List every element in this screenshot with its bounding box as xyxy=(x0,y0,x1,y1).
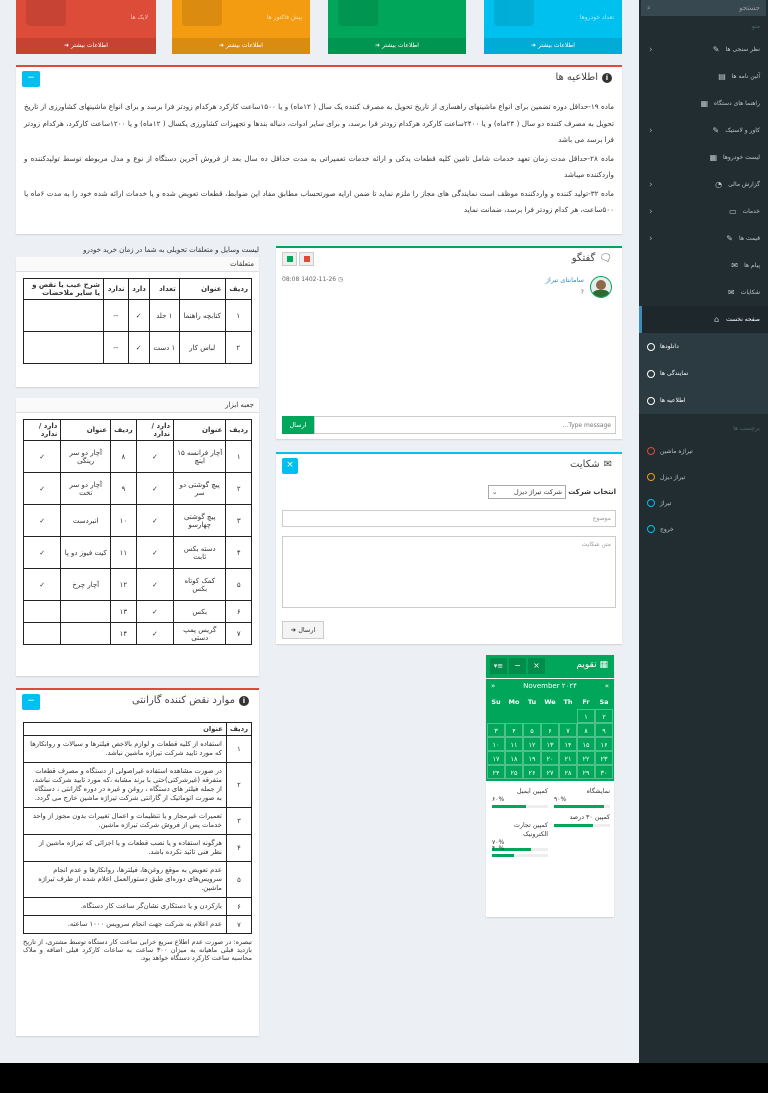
table-cell: ۱۰ xyxy=(111,505,137,537)
sidebar-label-text: تیراژ xyxy=(660,499,672,507)
calendar-grid xyxy=(486,693,614,781)
sidebar-label-text: تیراژ دیزل xyxy=(660,473,686,481)
chevron-left-icon: ‹ xyxy=(649,125,653,136)
sidebar-item-3[interactable] xyxy=(639,117,768,144)
collapse-button[interactable]: − xyxy=(22,694,40,710)
table-cell: ۱۴ xyxy=(111,623,137,645)
table-cell: ✓ xyxy=(136,601,173,623)
circle-icon xyxy=(647,397,655,405)
weekday-label: Th xyxy=(563,698,573,706)
calendar-day[interactable]: ۱۰ xyxy=(487,737,505,751)
sidebar-item-7[interactable] xyxy=(639,225,768,252)
sidebar xyxy=(639,0,768,1063)
envelope-icon: ✉ xyxy=(603,459,612,470)
table-cell: انبردست xyxy=(61,505,111,537)
chat-user-name[interactable]: سامانتای تیراژ xyxy=(545,276,584,284)
stat-box-invoices xyxy=(172,0,310,54)
table-cell: ۱ xyxy=(226,441,252,473)
truck-icon xyxy=(494,0,534,26)
calendar-weekdays xyxy=(487,695,613,709)
table-cell: ✓ xyxy=(136,569,173,601)
calendar-day[interactable]: ۷ xyxy=(559,723,577,737)
progress-label: کمپین ایمیل xyxy=(516,788,548,795)
calendar-week xyxy=(487,737,613,751)
table-cell: ۷ xyxy=(226,623,252,645)
stat-box-label: لایک ها xyxy=(130,14,148,21)
table-cell xyxy=(24,623,61,645)
table-cell: ✓ xyxy=(136,537,173,569)
calendar-day[interactable]: ۸ xyxy=(577,723,595,737)
calendar-day[interactable]: ۴ xyxy=(505,723,523,737)
info-icon: i xyxy=(239,696,249,706)
sidebar-item-label: خدمات xyxy=(742,208,760,215)
calendar-month: November ۲۰۲۴ xyxy=(523,682,577,690)
chat-box xyxy=(276,246,622,439)
table-icon: ▦ xyxy=(700,99,709,108)
calendar-header xyxy=(486,655,614,678)
menu-icon[interactable]: ≡▾ xyxy=(490,658,507,674)
sidebar-item-8[interactable] xyxy=(639,252,768,279)
sidebar-subitem-label: دانلودها xyxy=(660,343,679,350)
clock-icon: ◷ xyxy=(338,276,344,283)
progress-value: ۹۰% xyxy=(554,796,567,803)
calendar-progress xyxy=(486,781,614,881)
table-cell: آچار فرانسه ۱۵ اینچ xyxy=(174,441,226,473)
sidebar-item-10[interactable] xyxy=(639,306,768,333)
minus-icon[interactable]: − xyxy=(509,658,526,674)
table-row xyxy=(24,916,252,934)
sidebar-subitem-label: اطلاعیه ها xyxy=(660,397,686,404)
cart-icon xyxy=(182,0,222,26)
circle-icon xyxy=(647,370,655,378)
sidebar-item-label: صفحه نخست xyxy=(726,316,760,323)
envelope-icon: ✉ xyxy=(731,261,738,270)
chat-time: ◷ 1402-11-26 08:08 xyxy=(282,276,344,283)
table-cell: ✓ xyxy=(136,473,173,505)
progress-bar xyxy=(554,805,610,808)
chevron-left-icon: ‹ xyxy=(649,179,653,190)
table-cell: ۸ xyxy=(111,441,137,473)
sidebar-item-5[interactable] xyxy=(639,171,768,198)
table-row xyxy=(24,808,252,835)
stat-box-green xyxy=(328,0,466,54)
table-row xyxy=(24,898,252,916)
stat-box-label: تعداد خودروها xyxy=(579,14,614,21)
progress-label: کمپین تجارت الکترونیک xyxy=(514,822,548,838)
sidebar-item-label: نظر سنجی ها xyxy=(725,46,760,53)
calendar-day[interactable] xyxy=(523,709,541,723)
stat-box-label: پیش فاکتور ها xyxy=(266,14,302,21)
sidebar-subitem[interactable] xyxy=(639,387,768,414)
sidebar-label-item[interactable] xyxy=(639,516,768,542)
complaint-send-button[interactable]: ارسال ➜ xyxy=(282,621,324,639)
collapse-button[interactable]: − xyxy=(22,71,40,87)
sidebar-item-label: گزارش مالی xyxy=(728,181,760,188)
calendar-week xyxy=(487,751,613,765)
table-row: ۲ لباس کار ۱ دست ✓ -- xyxy=(24,332,252,364)
calendar-day[interactable]: ۲۳ xyxy=(595,751,613,765)
progress-bar xyxy=(492,805,548,808)
calendar-day[interactable] xyxy=(487,709,505,723)
calendar-day[interactable]: ۲۶ xyxy=(523,765,541,779)
table-cell: ✓ xyxy=(136,505,173,537)
table-cell: ۴ xyxy=(226,835,251,862)
toolbox-table: ردیف عنوان دارد / ندارد ردیف عنوان دارد / ندارد ۱ آچار فرانسه ۱۵ اینچ ✓ ۸ آچار دو سر رینگی ✓ ۲ پیچ گوشتی دو سر ✓ ۹ آچار دو سر تخت ✓ ۳ پیچ گوشتی چهارسو ✓ ۱۰ انبردست ✓ ۴ دسته بکس ثابت ✓ ۱۱ کیت فیوز دو پا ✓ ۵ کمک کوتاه بکس ✓ ۱۲ آچار چرخ ✓ ۶ بکس ✓ ۱۳ ۷ گریس پمپ دستی ✓ ۱۴ xyxy=(23,419,252,645)
stat-box-cars xyxy=(484,0,622,54)
edit-icon: ✎ xyxy=(726,234,733,243)
table-cell: ✓ xyxy=(24,473,61,505)
table-cell: ۲ xyxy=(226,473,252,505)
calendar-day[interactable]: ۱۴ xyxy=(559,737,577,751)
sidebar-item-9[interactable] xyxy=(639,279,768,306)
table-cell: بازکردن و یا دستکاری نشان‌گر ساعت کار دستگاه. xyxy=(24,898,227,916)
table-cell: ✓ xyxy=(136,441,173,473)
sidebar-item-label: قیمت ها xyxy=(739,235,760,242)
progress-fill xyxy=(492,805,526,808)
calendar-day[interactable] xyxy=(541,709,559,723)
sidebar-item-label: پیام ها xyxy=(744,262,760,269)
calendar-day[interactable]: ۲۱ xyxy=(559,751,577,765)
comments-icon: 🗨 xyxy=(599,253,612,264)
calendar-day[interactable]: ۲۴ xyxy=(487,765,505,779)
table-cell: ۱ xyxy=(226,736,251,763)
table-row xyxy=(24,537,252,569)
progress-bar xyxy=(554,824,610,827)
warranty-note: تبصره: در صورت عدم اطلاع سریع خرابی ساعت کار دستگاه توسط مشتری، از تاریخ بازدید قبلی ماهیانه به میزان ۳۰۰ ساعت به ساعات کارکرد قبلی اضافه و ملاک محاسبه ساعت کارکرد دستگاه خواهد بود. xyxy=(23,938,252,962)
accessories-caption: لیست وسایل و متعلقات تحویلی به شما در زمان خرید خودرو xyxy=(83,246,259,254)
table-cell: ✓ xyxy=(24,569,61,601)
info-icon: i xyxy=(602,73,612,83)
table-cell: کمک کوتاه بکس xyxy=(174,569,226,601)
close-button[interactable]: × xyxy=(282,458,298,474)
edit-icon: ✎ xyxy=(712,126,720,135)
weekday-label: Tu xyxy=(527,698,537,706)
progress-fill xyxy=(554,805,604,808)
close-chat-button[interactable] xyxy=(299,252,314,266)
news-paragraph: ماده ۳۲-تولید کننده و واردکننده موظف است نمایندگی های مجاز را ملزم نماید تا ضمن ارایه صورتحساب مطابق مفاد این ضوابط، قطعات تعویض شده و یا خدمات ارائه شده خود را به مدت ۶ماه یا ۵۰۰ساعت، هر کدام زودتر فرا برسد، ضمانت نماید xyxy=(24,188,614,214)
accessories-box xyxy=(16,257,259,387)
toolbox-box xyxy=(16,398,259,676)
news-box xyxy=(16,65,622,234)
sidebar-item-0[interactable] xyxy=(639,36,768,63)
arrow-circle-icon: ➜ xyxy=(290,626,297,634)
accessories-table: ردیف عنوان تعداد دارد ندارد شرح عیب یا نقص و یا سایر ملاحضات ۱ کتابچه راهنما ۱ جلد ✓ -- ۲ لباس کار ۱ دست ✓ -- xyxy=(23,278,252,364)
progress-value: ۴۰% xyxy=(492,845,505,852)
sidebar-subitem-label: نمایندگی ها xyxy=(660,370,689,377)
weekday-label: Su xyxy=(491,698,501,706)
table-cell: ۵ xyxy=(226,862,251,898)
pie-chart-icon: ◔ xyxy=(715,180,723,189)
table-cell xyxy=(24,601,61,623)
more-info-link[interactable]: اطلاعات بیشتر ➜ xyxy=(484,38,622,54)
table-cell: آچار دو سر رینگی xyxy=(61,441,111,473)
progress-bar xyxy=(492,854,548,857)
table-cell: ۳ xyxy=(226,808,251,835)
calendar-day[interactable]: ۱۵ xyxy=(577,737,595,751)
calendar-day[interactable]: ۱۳ xyxy=(541,737,559,751)
table-row xyxy=(24,473,252,505)
table-cell: ۹ xyxy=(111,473,137,505)
table-row xyxy=(24,623,252,645)
calendar-day[interactable]: ۹ xyxy=(595,723,613,737)
calendar-title: ▦ تقویم xyxy=(576,660,608,670)
calendar-day[interactable]: ۲ xyxy=(595,709,613,723)
table-cell: ✓ xyxy=(24,537,61,569)
progress-label: کمپین ۳۰ درصد xyxy=(569,814,610,821)
chat-message-input[interactable] xyxy=(314,416,616,434)
sidebar-item-label: کاور و لاستیک xyxy=(725,127,760,134)
company-label: انتخاب شرکت xyxy=(568,488,616,496)
table-row xyxy=(24,862,252,898)
progress-fill xyxy=(554,824,593,827)
calendar-day[interactable]: ۶ xyxy=(541,723,559,737)
progress-fill xyxy=(492,854,514,857)
news-title: i اطلاعیه ها xyxy=(555,72,612,83)
sidebar-item-2[interactable] xyxy=(639,90,768,117)
calendar-day[interactable]: ۲۲ xyxy=(577,751,595,765)
calendar-day[interactable]: ۵ xyxy=(523,723,541,737)
sidebar-item-label: آئین نامه ها xyxy=(731,73,760,80)
calendar-day[interactable]: ۳۰ xyxy=(595,765,613,779)
calendar-day[interactable] xyxy=(505,709,523,723)
table-cell: ۶ xyxy=(226,601,252,623)
chat-input-group xyxy=(282,416,616,434)
table-cell: پیچ گوشتی دو سر xyxy=(174,473,226,505)
chevron-left-icon: ‹ xyxy=(649,44,653,55)
progress-item xyxy=(554,787,610,808)
news-body xyxy=(24,99,614,221)
chat-send-button[interactable]: ارسال xyxy=(282,416,314,434)
table-cell: آچار دو سر تخت xyxy=(61,473,111,505)
chevron-left-icon: ‹ xyxy=(649,206,653,217)
sidebar-item-1[interactable] xyxy=(639,63,768,90)
table-row: ۱ کتابچه راهنما ۱ جلد ✓ -- xyxy=(24,300,252,332)
sidebar-label-text: تیراژه ماشین xyxy=(660,447,693,455)
circle-icon xyxy=(647,525,655,533)
news-paragraph: ماده ۲۸-حداقل مدت زمان تعهد خدمات شامل تامین کلیه قطعات یدکی و ارائه خدمات تعمیراتی به مدت حداقل ده سال بعد از فروش آخرین دستگاه از نوع و مدل مربوطه توسط تولیدکننده و واردکننده میباشد xyxy=(24,153,614,179)
circle-icon xyxy=(647,447,655,455)
table-cell: کیت فیوز دو پا xyxy=(61,537,111,569)
table-cell: دسته بکس ثابت xyxy=(174,537,226,569)
table-cell xyxy=(61,623,111,645)
table-cell: ۶ xyxy=(226,898,251,916)
calendar-nav xyxy=(486,679,614,693)
calendar-day[interactable]: ۲۰ xyxy=(541,751,559,765)
progress-value: ۷۰% xyxy=(492,839,505,846)
table-cell: ۱۱ xyxy=(111,537,137,569)
chat-title: 🗨 گفتگو xyxy=(571,253,612,264)
complaint-title: ✉ شکایت xyxy=(570,459,612,470)
more-info-link[interactable]: اطلاعات بیشتر ➜ xyxy=(328,38,466,54)
chat-controls xyxy=(282,252,314,266)
calendar-day[interactable]: ۲۹ xyxy=(577,765,595,779)
home-icon: ⌂ xyxy=(714,315,720,324)
progress-label: نمایشگاه xyxy=(586,788,610,795)
circle-icon xyxy=(647,499,655,507)
news-paragraph: ماده ۱۹-حداقل دوره تضمین برای انواع ماشینهای راهسازی از تاریخ تحویل به مصرف کننده یک سال ( ۱۲ماه) و یا ۱۵۰۰ساعت کارکرد هرکدام زودتر فرا برسد و برای انواع ماشینهای کشاورزی از تاریخ تحویل به مصرف کننده دو سال ( ۲۴ماه) و یا ۲۴۰۰ساعت کارکرد هرکدام زودتر فرا برسد، و برای سایر ادوات، دنباله بندها و تجهیزات کشاورزی یکسال ( ۱۲ماه) و یا ۱۲۰۰ساعت کارکرد، هرکدام زودتر فرا برسد می باشد xyxy=(24,102,614,144)
table-cell: هرگونه استفاده و یا نصب قطعات و یا اجزائی که تیراژه ماشین از نظر فنی تائید نکرده باشد. xyxy=(24,835,227,862)
table-row xyxy=(24,736,252,763)
warranty-title: i موارد نقض کننده گارانتی xyxy=(132,695,249,706)
sidebar-subitem[interactable] xyxy=(639,333,768,360)
chevron-down-icon: ⌄ xyxy=(492,488,498,496)
table-cell: استفاده از کلیه قطعات و لوازم بالاخص فیلترها و سیالات و روانکارها که مورد تایید شرکت تیراژه ماشین نباشد. xyxy=(24,736,227,763)
calendar-day[interactable]: ۳ xyxy=(487,723,505,737)
calendar-week xyxy=(487,765,613,779)
accessories-section-title: متعلقات xyxy=(16,257,259,272)
toolbox-section-title: جعبه ابزار xyxy=(16,398,259,413)
sidebar-subitem[interactable] xyxy=(639,360,768,387)
progress-value: ۶۰% xyxy=(492,796,505,803)
laptop-icon: ▭ xyxy=(729,207,737,216)
table-cell: ✓ xyxy=(24,441,61,473)
progress-item xyxy=(492,845,548,857)
sidebar-labels-header: برچسب ها xyxy=(733,425,760,432)
sidebar-item-label: لیست خودروها xyxy=(722,154,760,161)
table-cell: ✓ xyxy=(24,505,61,537)
cart-icon xyxy=(26,0,66,26)
chat-message: ? xyxy=(580,288,584,296)
progress-item xyxy=(492,787,548,808)
sidebar-header: منو xyxy=(751,23,760,30)
calendar-week xyxy=(487,709,613,723)
table-cell: بکس xyxy=(174,601,226,623)
calendar-day[interactable] xyxy=(559,709,577,723)
calendar-day[interactable]: ۱ xyxy=(577,709,595,723)
table-cell: عدم اعلام به شرکت جهت انجام سرویس ۱۰۰۰ ساعته. xyxy=(24,916,227,934)
calendar-week xyxy=(487,723,613,737)
table-cell: آچار چرخ xyxy=(61,569,111,601)
close-icon[interactable]: × xyxy=(528,658,545,674)
table-cell: ۱۲ xyxy=(111,569,137,601)
calendar-day[interactable]: ۱۹ xyxy=(523,751,541,765)
table-cell: گریس پمپ دستی xyxy=(174,623,226,645)
table-cell: پیچ گوشتی چهارسو xyxy=(174,505,226,537)
gear-icon xyxy=(338,0,378,26)
table-cell: ۴ xyxy=(226,537,252,569)
table-cell: ۷ xyxy=(226,916,251,934)
table-row xyxy=(24,763,252,808)
table-cell: ۵ xyxy=(226,569,252,601)
table-cell: تعمیرات غیرمجاز و یا تنظیمات و اعمال تغییرات بدون مجوز از واحد خدمات پس از فروش شرکت تیراژه ماشین. xyxy=(24,808,227,835)
weekday-label: Sa xyxy=(599,698,609,706)
table-row xyxy=(24,601,252,623)
calendar-box xyxy=(486,655,614,917)
calendar-icon: ▦ xyxy=(599,660,608,670)
complaint-box xyxy=(276,452,622,644)
table-cell: ۱۳ xyxy=(111,601,137,623)
toggle-chat-button[interactable] xyxy=(282,252,297,266)
more-info-link[interactable]: اطلاعات بیشتر ➜ xyxy=(172,38,310,54)
table-row xyxy=(24,441,252,473)
circle-icon xyxy=(647,473,655,481)
more-info-link[interactable]: اطلاعات بیشتر ➜ xyxy=(16,38,156,54)
table-row xyxy=(24,569,252,601)
sidebar-label-item[interactable] xyxy=(639,490,768,516)
table-row xyxy=(24,505,252,537)
table-cell: عدم تعویض به موقع روغن‌ها، فیلترها، روانکارها و عدم انجام سرویس‌های دوره‌ای طبق دستورالعمل اعلام شده از طرف تیراژه ماشین. xyxy=(24,862,227,898)
next-month-button[interactable]: « xyxy=(491,682,496,690)
table-cell xyxy=(61,601,111,623)
sidebar-item-label: شکایات xyxy=(740,289,760,296)
calendar-day[interactable]: ۲۷ xyxy=(541,765,559,779)
sidebar-item-4[interactable] xyxy=(639,144,768,171)
warranty-box xyxy=(16,688,259,1036)
sidebar-item-label: راهنما های دستگاه xyxy=(713,100,760,107)
calendar-day[interactable]: ۲۸ xyxy=(559,765,577,779)
table-cell: در صورت مشاهده استفاده غیراصولی از دستگاه و مصرف قطعات متفرقه (غیرشرکتی)حتی با برند مشابه ،که مورد تایید شرکت نباشد، از جمله فیلتر های دستگاه ، روغن و غیره در دوره گارانتی ، دستگاه به صورت اتوماتیک از گارانتی شرکت تیراژه ماشین خارج می گردد. xyxy=(24,763,227,808)
subject-input[interactable]: موضوع xyxy=(282,510,616,527)
sidebar-label-text: خروج xyxy=(660,525,674,533)
search-input[interactable]: جستجو ⌕ xyxy=(641,0,766,16)
progress-item xyxy=(554,813,610,827)
book-icon: ▤ xyxy=(718,72,726,81)
stat-box-likes xyxy=(16,0,156,54)
calendar-day[interactable]: ۲۵ xyxy=(505,765,523,779)
table-row xyxy=(24,835,252,862)
prev-month-button[interactable]: » xyxy=(604,682,609,690)
complaint-textarea[interactable]: متن شکایت xyxy=(282,536,616,608)
warranty-table: ردیف عنوان ۱ استفاده از کلیه قطعات و لوازم بالاخص فیلترها و سیالات و روانکارها که مورد تایید شرکت تیراژه ماشین نباشد. ۲ در صورت مشاهده استفاده غیراصولی از دستگاه و مصرف قطعات متفرقه (غیرشرکتی)حتی با برند مشابه ،که مورد تایید شرکت نباشد، از جمله فیلتر های دستگاه ، روغن و غیره در دوره گارانتی ، دستگاه به صورت اتوماتیک از گارانتی شرکت تیراژه ماشین خارج می گردد. ۳ تعمیرات غیرمجاز و یا تنظیمات و اعمال تغییرات بدون مجوز از واحد خدمات پس از فروش شرکت تیراژه ماشین. ۴ هرگونه استفاده و یا نصب قطعات و یا اجزائی که تیراژه ماشین از نظر فنی تائید نکرده باشد. ۵ عدم تعویض به موقع روغن‌ها، فیلترها، روانکارها و عدم انجام سرویس‌های دوره‌ای طبق دستورالعمل اعلام شده از طرف تیراژه ماشین. ۶ بازکردن و یا دستکاری نشان‌گر ساعت کار دستگاه. ۷ عدم اعلام به شرکت جهت انجام سرویس ۱۰۰۰ ساعته. xyxy=(23,722,252,934)
envelope-icon: ✉ xyxy=(727,288,735,297)
calendar-day[interactable]: ۱۶ xyxy=(595,737,613,751)
company-select[interactable]: شرکت تیراژ دیزل ⌄ xyxy=(488,485,566,499)
table-icon: ▦ xyxy=(709,153,718,162)
table-cell: ۲ xyxy=(226,763,251,808)
sidebar-label-item[interactable] xyxy=(639,438,768,464)
table-cell: ✓ xyxy=(136,623,173,645)
weekday-label: We xyxy=(544,698,556,706)
calendar-day[interactable]: ۱۸ xyxy=(505,751,523,765)
search-icon: ⌕ xyxy=(647,3,651,12)
calendar-day[interactable]: ۱۷ xyxy=(487,751,505,765)
chevron-left-icon: ‹ xyxy=(649,233,653,244)
weekday-label: Mo xyxy=(508,698,520,706)
sidebar-item-6[interactable] xyxy=(639,198,768,225)
calendar-day[interactable]: ۱۲ xyxy=(523,737,541,751)
calendar-day[interactable]: ۱۱ xyxy=(505,737,523,751)
circle-icon xyxy=(647,343,655,351)
table-cell: ۳ xyxy=(226,505,252,537)
sidebar-label-item[interactable] xyxy=(639,464,768,490)
avatar xyxy=(590,276,612,298)
edit-icon: ✎ xyxy=(712,45,720,54)
weekday-label: Fr xyxy=(582,698,590,706)
calendar-controls xyxy=(490,658,545,674)
